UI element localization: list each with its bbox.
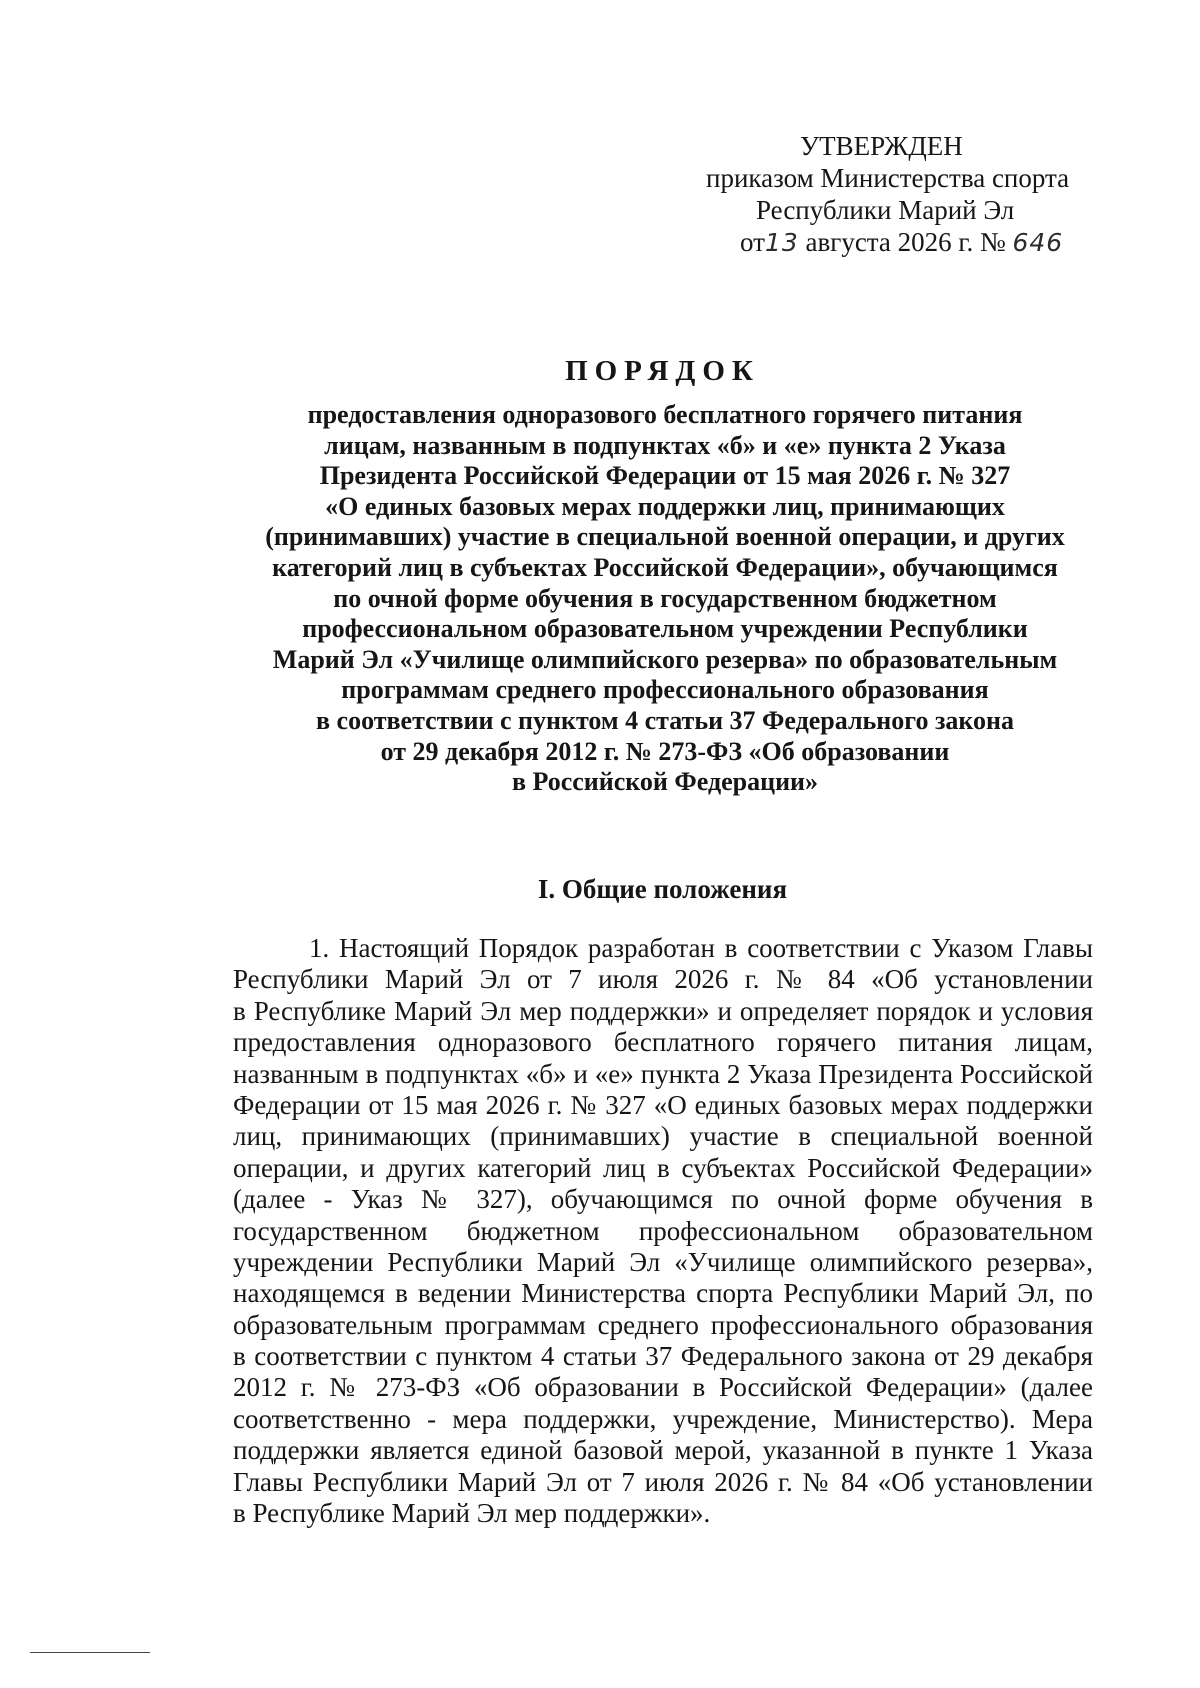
paragraph-line: государственном бюджетном профессиональном образовательном [233, 1215, 1093, 1246]
paragraph-line: в Республике Марий Эл мер поддержки». [233, 1498, 711, 1529]
paragraph-line: (далее - Указ № 327), обучающимся по очной форме обучения в [233, 1184, 1093, 1215]
subtitle-line: в соответствии с пунктом 4 статьи 37 Федерального закона [315, 705, 1015, 735]
approval-heading: УТВЕРЖДЕН [800, 131, 963, 161]
approval-order-line: приказом Министерства спорта [706, 163, 1070, 193]
paragraph-line: в соответствии с пунктом 4 статьи 37 Федерального закона от 29 декабря [233, 1341, 1093, 1372]
paragraph-1 [233, 933, 1093, 1529]
subtitle-line: Марий Эл «Училище олимпийского резерва» по образовательным [272, 644, 1058, 674]
paragraph-line: образовательным программам среднего профессионального образования [233, 1309, 1093, 1340]
paragraph-line: предоставления одноразового бесплатного горячего питания лицам, [233, 1027, 1093, 1058]
paragraph-line: находящемся в ведении Министерства спорта Республики Марий Эл, по [233, 1278, 1093, 1309]
subtitle-line: предоставления одноразового бесплатного горячего питания [307, 400, 1023, 429]
section-heading: I. Общие положения [537, 874, 788, 904]
approval-republic-line: Республики Марий Эл [756, 195, 1015, 225]
paragraph-line: Федерации от 15 мая 2026 г. № 327 «О единых базовых мерах поддержки [233, 1089, 1093, 1120]
paragraph-line: названным в подпунктах «б» и «е» пункта 2 Указа Президента Российской [233, 1058, 1093, 1089]
paragraph-line: в Республике Марий Эл мер поддержки» и определяет порядок и условия [233, 995, 1093, 1026]
subtitle-line: программам среднего профессионального образования [341, 675, 989, 705]
paragraph-line: 2012 г. № 273-ФЗ «Об образовании в Российской Федерации» (далее [233, 1372, 1093, 1403]
document-subtitle [225, 400, 1105, 798]
approval-date-line [700, 226, 1090, 259]
paragraph-line: лиц, принимающих (принимавших) участие в специальной военной [233, 1121, 1093, 1152]
footnote-separator [30, 1652, 150, 1653]
document-title: ПОРЯДОК [565, 355, 760, 387]
paragraph-line: поддержки является единой базовой мерой, указанной в пункте 1 Указа [233, 1435, 1093, 1466]
approval-stamp [700, 130, 1090, 259]
paragraph-line: Главы Республики Марий Эл от 7 июля 2026 г. № 84 «Об установлении [233, 1466, 1093, 1497]
paragraph-line: соответственно - мера поддержки, учреждение, Министерство). Мера [233, 1403, 1093, 1434]
subtitle-line: «О единых базовых мерах поддержки лиц, принимающих [325, 491, 1005, 521]
handwritten-day: 13 [764, 228, 799, 257]
subtitle-line: Президента Российской Федерации от 15 мая 2026 г. № 327 [319, 461, 1011, 491]
subtitle-line: лицам, названным в подпунктах «б» и «е» пункта 2 Указа [324, 430, 1006, 460]
subtitle-line: (принимавших) участие в специальной военной операции, и других [265, 522, 1065, 552]
date-prefix: от [740, 227, 765, 257]
paragraph-line: Республики Марий Эл от 7 июля 2026 г. № 84 «Об установлении [233, 964, 1093, 995]
subtitle-line: в Российской Федерации» [511, 767, 819, 797]
subtitle-line: профессиональном образовательном учреждении Республики [302, 614, 1028, 644]
subtitle-line: от 29 декабря 2012 г. № 273-ФЗ «Об образовании [380, 736, 950, 766]
date-rest: августа 2026 г. № [805, 227, 1006, 257]
paragraph-line: операции, и других категорий лиц в субъектах Российской Федерации» [233, 1152, 1093, 1183]
paragraph-line: 1. Настоящий Порядок разработан в соответствии с Указом Главы [309, 933, 1093, 963]
subtitle-line: по очной форме обучения в государственном бюджетном [333, 583, 997, 613]
paragraph-line: учреждении Республики Марий Эл «Училище олимпийского резерва», [233, 1246, 1093, 1277]
handwritten-number: 646 [1012, 228, 1064, 257]
subtitle-line: категорий лиц в субъектах Российской Федерации», обучающимся [272, 552, 1058, 582]
